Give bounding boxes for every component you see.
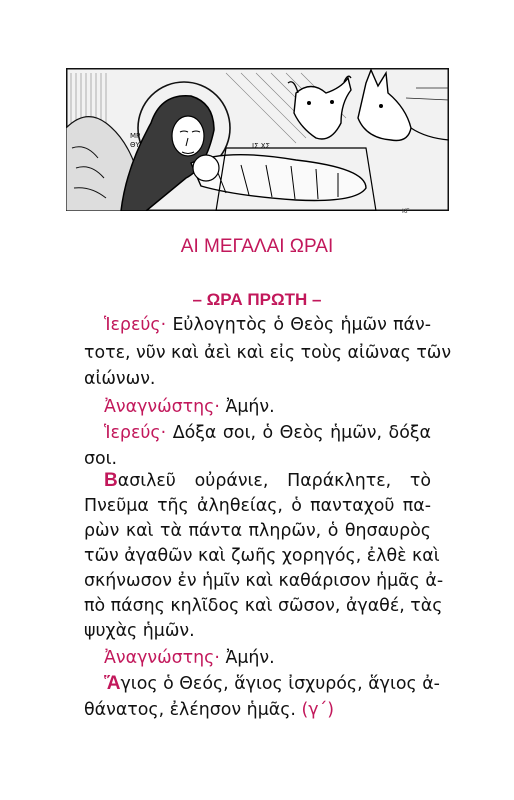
- drop-cap: Β: [104, 470, 118, 491]
- text-line: [104, 396, 431, 418]
- text-line: [104, 422, 431, 444]
- section-subtitle: – ΩΡΑ ΠΡΩΤΗ –: [192, 290, 322, 309]
- text-line: Πνεῦμα τῆς ἀληθείας, ὁ πανταχοῦ πα-: [84, 496, 431, 516]
- text-line: πὸ πάσης κηλῖδος καὶ σῶσον, ἀγαθέ, τὰς: [84, 596, 443, 616]
- text-line: αἰώνων.: [84, 369, 156, 389]
- repeat-note: (γ΄): [301, 700, 335, 720]
- text-line: σοι.: [84, 449, 118, 469]
- svg-text:ΙΣ ΧΣ: ΙΣ ΧΣ: [252, 142, 270, 150]
- text-line: σκήνωσον ἐν ἡμῖν καὶ καθάρισον ἡμᾶς ἀ-: [84, 571, 444, 591]
- text-span: ασιλεῦ οὐράνιε, Παράκλητε, τὸ: [117, 471, 431, 491]
- text-span: θάνατος, ἐλέησον ἡμᾶς.: [84, 700, 296, 720]
- text-span: Δόξα σοι, ὁ Θεὸς ἡμῶν, δόξα: [172, 423, 431, 443]
- text-line: [104, 470, 431, 492]
- text-span: γιος ὁ Θεός, ἅγιος ἰσχυρός, ἅγιος ἀ-: [120, 674, 440, 694]
- drop-cap: Ἅ: [104, 673, 121, 694]
- text-line: [104, 673, 440, 695]
- text-line: [84, 699, 431, 721]
- text-line: [104, 647, 431, 669]
- speaker-label: Ἀναγνώστης·: [104, 648, 220, 668]
- speaker-label: Ἱερεύς·: [104, 315, 167, 335]
- artist-initials: ΚΓ: [402, 208, 410, 215]
- text-line: [104, 314, 431, 336]
- speaker-label: Ἀναγνώστης·: [104, 397, 220, 417]
- text-span: Ἀμήν.: [225, 397, 275, 417]
- text-span: Εὐλογητὸς ὁ Θεὸς ἡμῶν πάν-: [172, 315, 431, 335]
- page-title: ΑΙ ΜΕΓΑΛΑΙ ΩΡΑΙ: [180, 236, 334, 257]
- text-span: Ἀμήν.: [225, 648, 275, 668]
- svg-text:ΜΡ: ΜΡ: [130, 132, 141, 140]
- nativity-illustration: [66, 68, 449, 211]
- text-line: τοτε, νῦν καὶ ἀεὶ καὶ εἰς τοὺς αἰῶνας τῶν: [84, 343, 452, 363]
- speaker-label: Ἱερεύς·: [104, 423, 167, 443]
- text-line: τῶν ἀγαθῶν καὶ ζωῆς χορηγός, ἐλθὲ καὶ: [84, 546, 440, 566]
- text-line: ψυχὰς ἡμῶν.: [84, 621, 195, 641]
- text-line: ρὼν καὶ τὰ πάντα πληρῶν, ὁ θησαυρὸς: [84, 521, 431, 541]
- svg-text:ΘΥ: ΘΥ: [130, 141, 140, 149]
